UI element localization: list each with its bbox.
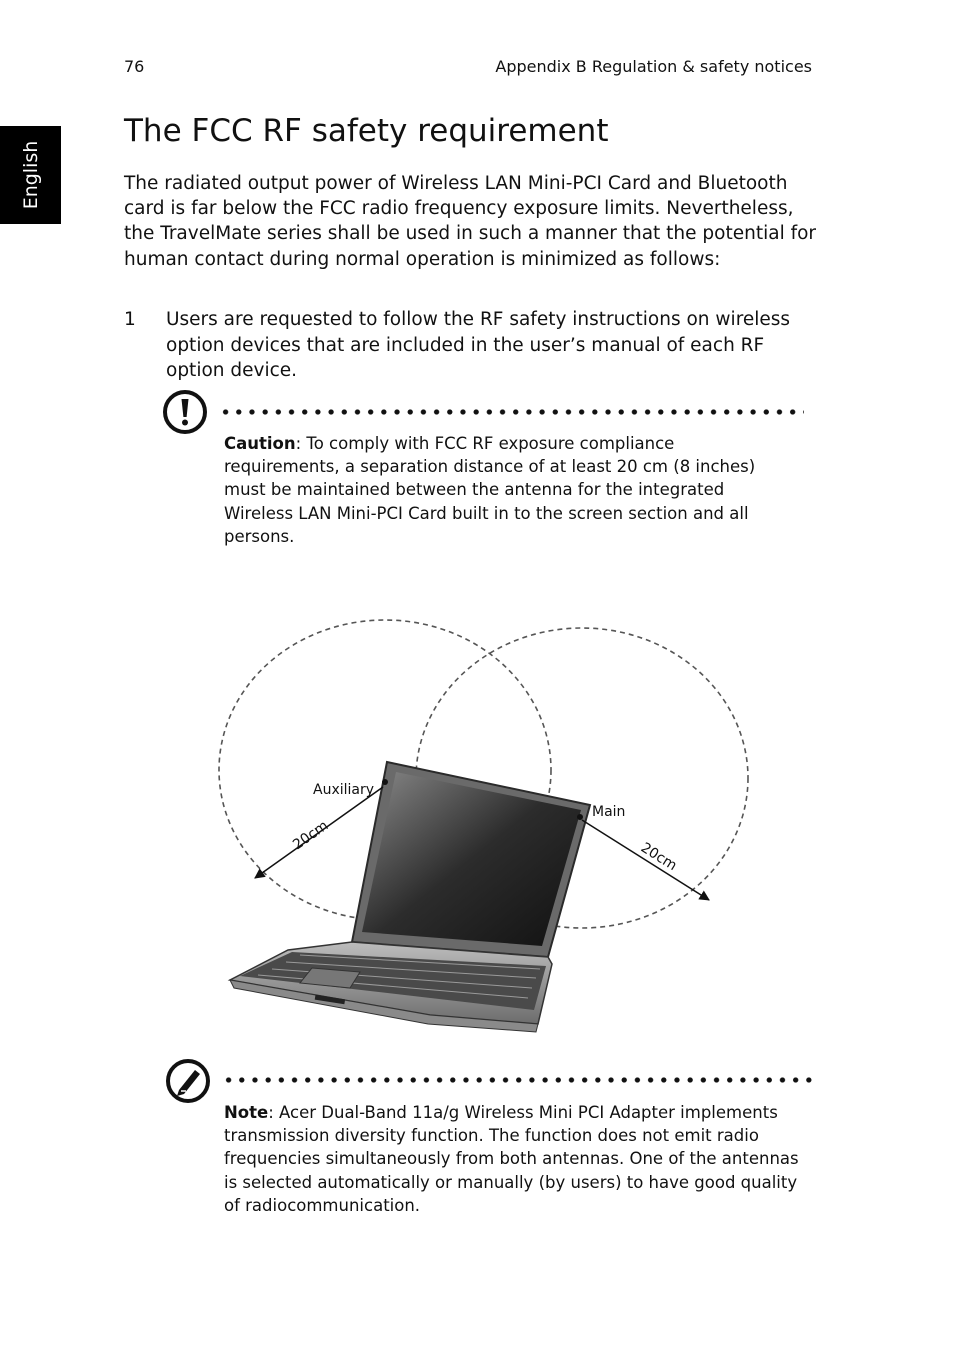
language-side-tab — [0, 126, 61, 224]
caution-lead: Caution — [224, 434, 296, 453]
note-divider — [222, 1077, 812, 1083]
note-pen-icon — [165, 1058, 211, 1104]
main-distance-arrow — [582, 820, 709, 900]
antenna-diagram — [200, 612, 760, 1041]
section-title: The FCC RF safety requirement — [124, 113, 609, 149]
page-number: 76 — [124, 57, 145, 76]
caution-text — [224, 432, 794, 548]
intro-paragraph: The radiated output power of Wireless LAN Mini-PCI Card and Bluetooth card is far below the FCC radio frequency exposure limits. Nevertheless, the TravelMate series shall be used in such a manner that the potential for human contact during normal operation is minimized as follows: — [124, 173, 817, 270]
laptop-illustration — [230, 762, 590, 1032]
list-item-text: Users are requested to follow the RF safety instructions on wireless option devices that are included in the user’s manual of each RF option device. — [166, 309, 791, 382]
main-antenna-label: Main — [592, 804, 626, 820]
note-lead: Note — [224, 1103, 269, 1122]
caution-divider — [219, 409, 804, 415]
auxiliary-distance-label: 20cm — [290, 817, 332, 854]
auxiliary-antenna-label: Auxiliary — [313, 782, 375, 798]
note-text — [224, 1101, 799, 1217]
note-body: : Acer Dual-Band 11a/g Wireless Mini PCI Adapter implements transmission diversity function. The function does not emit radio frequencies simultaneously from both antennas. One of the antennas is selected automatically or manually (by users) to have good quality of radiocommunication. — [224, 1103, 799, 1215]
caution-exclamation-icon — [162, 389, 208, 435]
caution-body: : To comply with FCC RF exposure compliance requirements, a separation distance of at least 20 cm (8 inches) must be maintained between the antenna for the integrated Wireless LAN Mini-PCI Card built in to the screen section and all persons. — [224, 434, 756, 546]
list-item-number: 1 — [124, 309, 136, 330]
main-distance-label: 20cm — [637, 839, 680, 875]
running-header: Appendix B Regulation & safety notices — [495, 57, 812, 76]
side-tab-label: English — [19, 140, 42, 210]
